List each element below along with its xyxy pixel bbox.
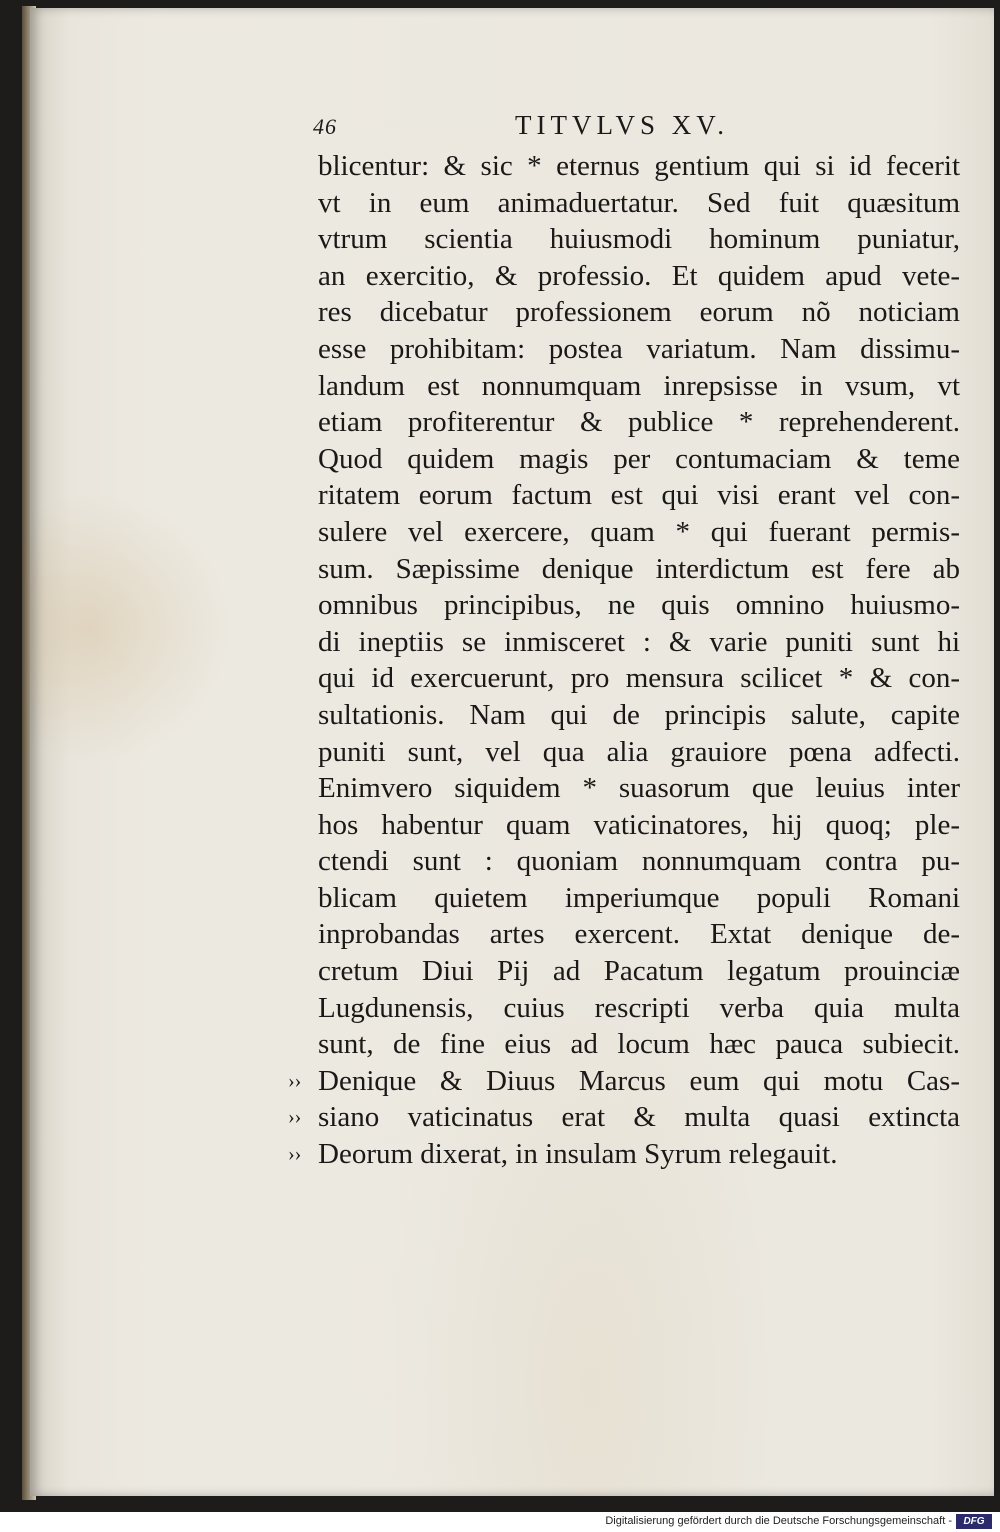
text-line: sum. Sæpissime denique interdictum est fere ab bbox=[318, 552, 960, 585]
text-line: hos habentur quam vaticinatores, hij quoq; ple- bbox=[318, 808, 960, 841]
quoted-line bbox=[288, 1099, 960, 1136]
text-line: Quod quidem magis per contumaciam & teme bbox=[318, 442, 960, 475]
text-line: blicentur: & sic * eternus gentium qui si id fecerit bbox=[318, 150, 960, 182]
text-line: vt in eum animaduertatur. Sed fuit quæsitum bbox=[318, 186, 960, 219]
text-line: Lugdunensis, cuius rescripti verba quia multa bbox=[318, 991, 960, 1024]
quoted-line bbox=[288, 1136, 960, 1173]
running-title: TITVLVS XV. bbox=[515, 110, 730, 140]
text-line: inprobandas artes exercent. Extat denique de- bbox=[318, 918, 960, 951]
quoted-line bbox=[288, 1063, 960, 1100]
page-header bbox=[0, 110, 1000, 150]
digitization-footer bbox=[0, 1512, 1000, 1532]
text-line: cretum Diui Pij ad Pacatum legatum prouinciæ bbox=[318, 955, 960, 988]
text-line: Denique & Diuus Marcus eum qui motu Cas- bbox=[318, 1064, 960, 1097]
text-line: di ineptiis se inmisceret : & varie puniti sunt hi bbox=[318, 625, 960, 658]
dfg-logo: DFG bbox=[956, 1514, 992, 1529]
text-line: ctendi sunt : quoniam nonnumquam contra pu- bbox=[318, 845, 960, 878]
text-line: res dicebatur professionem eorum nõ noticiam bbox=[318, 296, 960, 329]
text-line: siano vaticinatus erat & multa quasi extincta bbox=[318, 1101, 960, 1134]
text-line: landum est nonnumquam inrepsisse in vsum, vt bbox=[318, 369, 960, 402]
text-line: omnibus principibus, ne quis omnino huiusmo- bbox=[318, 589, 960, 622]
text-line: vtrum scientia huiusmodi hominum puniatur, bbox=[318, 223, 960, 256]
quote-marker: ›› bbox=[288, 1069, 302, 1092]
text-line: puniti sunt, vel qua alia grauiore pœna adfecti. bbox=[318, 735, 960, 768]
text-line: etiam profiterentur & publice * reprehenderent. bbox=[318, 406, 960, 439]
text-line: ritatem eorum factum est qui visi erant vel con- bbox=[318, 479, 960, 512]
text-line: esse prohibitam: postea variatum. Nam dissimu- bbox=[318, 332, 960, 365]
text-line: an exercitio, & professio. Et quidem apud vete- bbox=[318, 259, 960, 292]
text-line: Enimvero siquidem * suasorum que leuius inter bbox=[318, 772, 960, 805]
page-number: 46 bbox=[313, 114, 337, 139]
text-line: sunt, de fine eius ad locum hæc pauca subiecit. bbox=[318, 1028, 960, 1061]
text-line: qui id exercuerunt, pro mensura scilicet * & con- bbox=[318, 662, 960, 695]
funding-credit: Digitalisierung gefördert durch die Deutsche Forschungsgemeinschaft - bbox=[605, 1515, 952, 1527]
text-line: Deorum dixerat, in insulam Syrum relegauit. bbox=[318, 1138, 838, 1171]
text-line: blicam quietem imperiumque populi Romani bbox=[318, 881, 960, 914]
text-line: sulere vel exercere, quam * qui fuerant permis- bbox=[318, 515, 960, 548]
body-text bbox=[288, 148, 960, 1173]
quote-marker: ›› bbox=[288, 1106, 302, 1129]
quote-marker: ›› bbox=[288, 1143, 302, 1166]
text-line: sultationis. Nam qui de principis salute, capite bbox=[318, 698, 960, 731]
